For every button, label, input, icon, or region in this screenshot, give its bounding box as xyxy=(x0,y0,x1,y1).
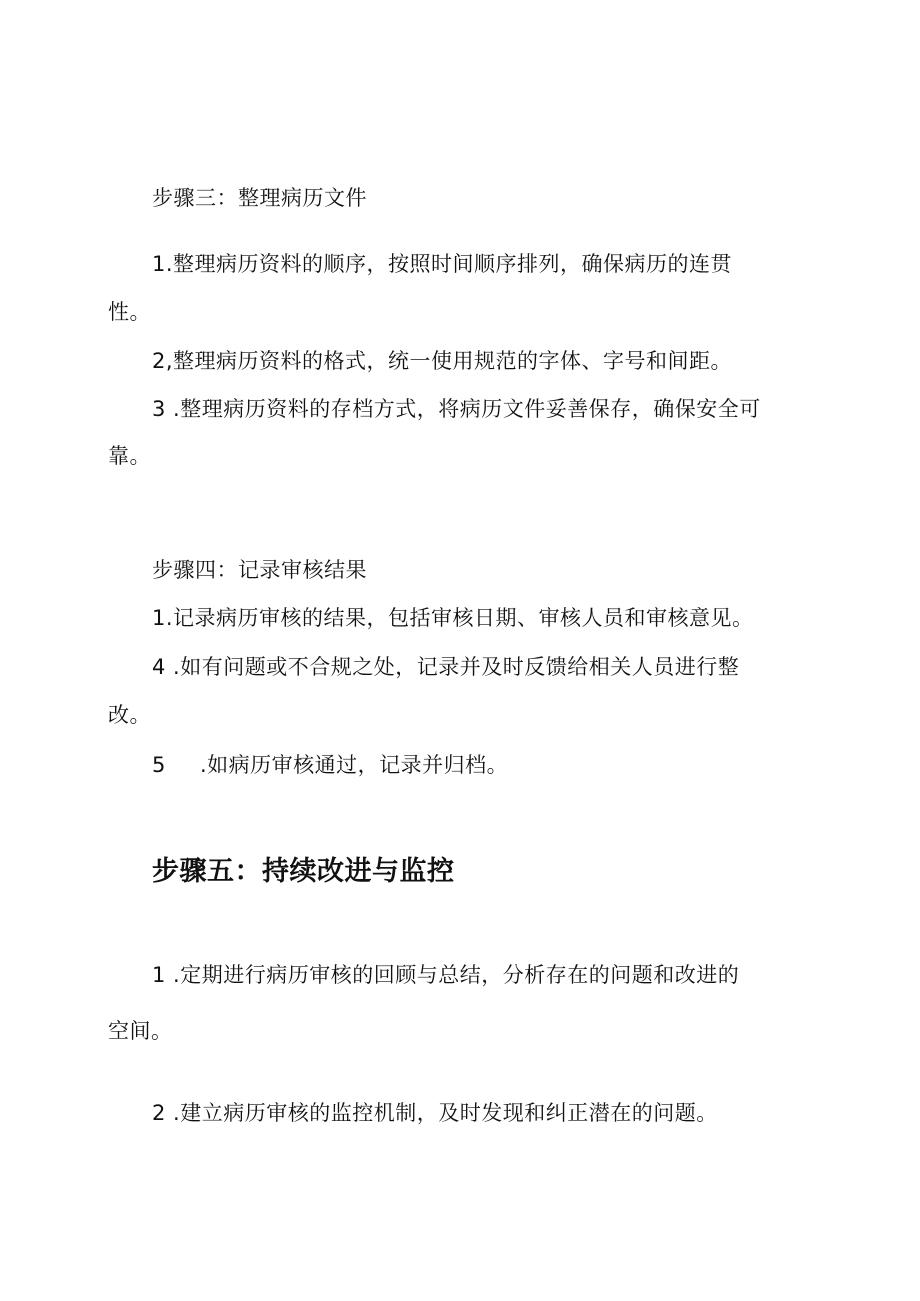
step3-item3-line2: 靠。 xyxy=(108,444,151,468)
step5-heading: 步骤五：持续改进与监控 xyxy=(152,856,455,887)
step4-item2-line1: 4 .如有问题或不合规之处，记录并及时反馈给相关人员进行整 xyxy=(152,655,740,679)
step4-item3 xyxy=(152,751,508,779)
step4-item3-text: .如病历审核通过，记录并归档。 xyxy=(200,753,509,777)
step3-item2: 2,整理病历资料的格式，统一使用规范的字体、字号和间距。 xyxy=(152,349,733,373)
step3-item1-line1: 1.整理病历资料的顺序，按照时间顺序排列，确保病历的连贯 xyxy=(152,252,733,276)
step3-item1-line2: 性。 xyxy=(108,300,151,324)
step4-item3-number: 5 xyxy=(152,753,166,777)
step5-item1-line2: 空间。 xyxy=(108,1019,173,1043)
step4-heading: 步骤四：记录审核结果 xyxy=(152,558,367,582)
step4-item2-line2: 改。 xyxy=(108,703,151,727)
step4-item1: 1.记录病历审核的结果，包括审核日期、审核人员和审核意见。 xyxy=(152,606,754,630)
step3-heading: 步骤三：整理病历文件 xyxy=(152,186,367,210)
step5-item2: 2 .建立病历审核的监控机制，及时发现和纠正潜在的问题。 xyxy=(152,1101,718,1125)
step5-item1-line1: 1 .定期进行病历审核的回顾与总结，分析存在的问题和改进的 xyxy=(152,963,740,987)
step3-item3-line1: 3 .整理病历资料的存档方式，将病历文件妥善保存，确保安全可 xyxy=(152,397,761,421)
